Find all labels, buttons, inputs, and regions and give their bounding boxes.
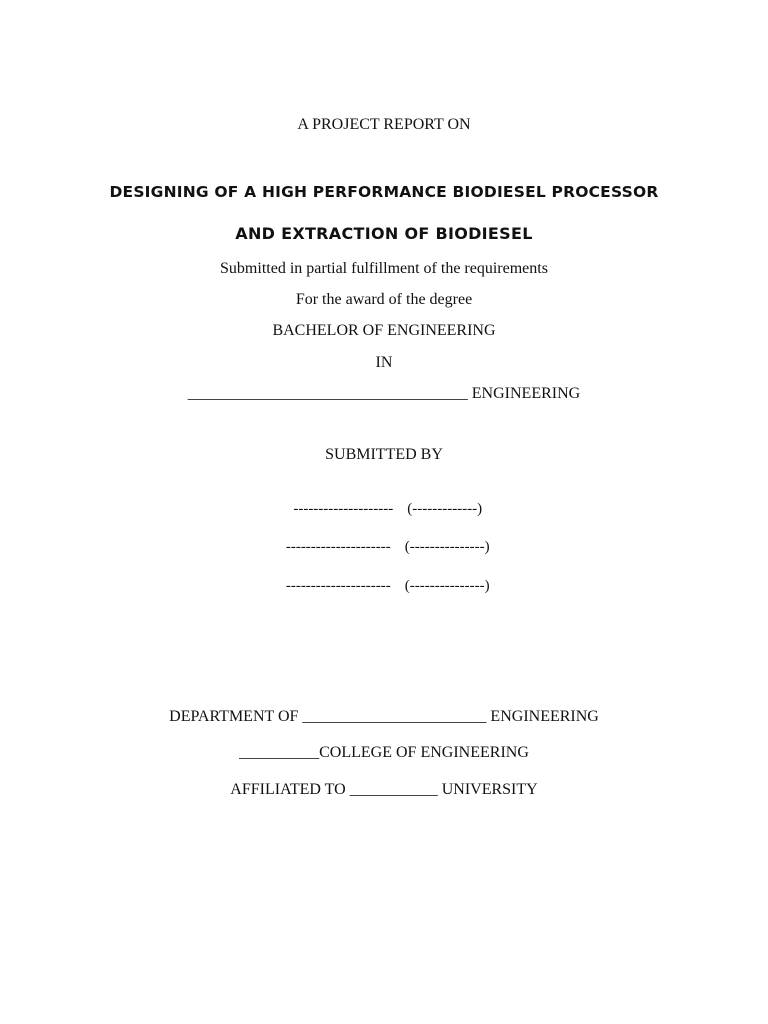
- college-line: __________COLLEGE OF ENGINEERING: [239, 744, 529, 761]
- member-id-blank: (---------------): [404, 578, 490, 594]
- member-name-blank: ---------------------: [285, 539, 391, 555]
- degree-name: BACHELOR OF ENGINEERING: [272, 322, 496, 339]
- submitted-text: Submitted in partial fulfillment of the requirements: [220, 260, 548, 277]
- member-id-blank: (---------------): [404, 539, 490, 555]
- report-heading: A PROJECT REPORT ON: [297, 116, 471, 133]
- member-entry: [0, 479, 768, 519]
- award-text: For the award of the degree: [295, 291, 473, 308]
- in-text: IN: [375, 354, 393, 371]
- member-id-blank: (-------------): [407, 501, 483, 517]
- branch-line: ___________________________________ ENGINEERING: [187, 385, 581, 402]
- report-title-line1: DESIGNING OF A HIGH PERFORMANCE BIODIESEL PROCESSOR: [109, 183, 659, 201]
- member-name-blank: --------------------: [293, 501, 394, 517]
- member-entry: [0, 556, 768, 596]
- member-name-blank: ---------------------: [285, 578, 391, 594]
- submitted-by-label: SUBMITTED BY: [325, 446, 443, 463]
- department-line: DEPARTMENT OF _______________________ ENGINEERING: [169, 708, 599, 725]
- report-title-line2: AND EXTRACTION OF BIODIESEL: [235, 224, 533, 243]
- member-entry: [0, 517, 768, 557]
- affiliation-line: AFFILIATED TO ___________ UNIVERSITY: [230, 781, 538, 798]
